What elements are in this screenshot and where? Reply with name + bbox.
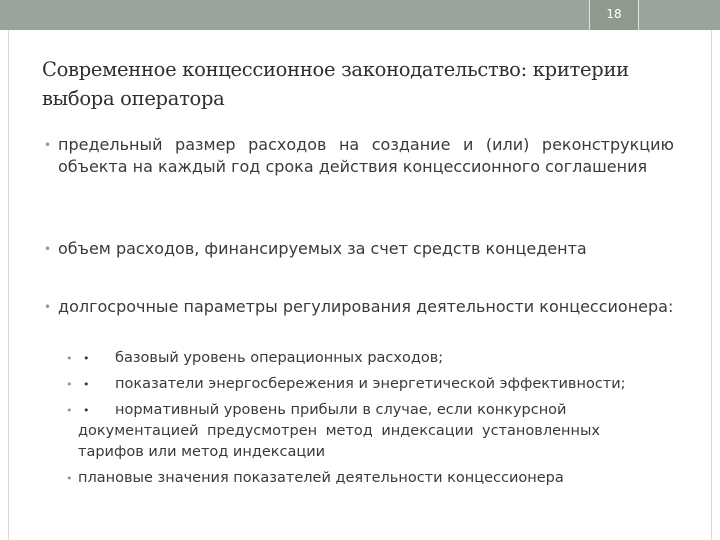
sub-bullet-dot-icon: • (66, 378, 73, 391)
sub-bullet-continuation: тарифов или метод индексации (78, 444, 326, 460)
bullet-dot-icon: • (44, 138, 52, 152)
bullet-dot-icon: • (44, 300, 52, 314)
bullet-text: объем расходов, финансируемых за счет средств концедента (58, 239, 587, 258)
sub-bullet-marker: • (83, 352, 90, 365)
left-rule (8, 30, 9, 540)
bullet-dot-icon: • (44, 242, 52, 256)
bullet-item (44, 296, 674, 318)
sub-bullet-dot-icon: • (66, 404, 73, 417)
sub-bullet-continuation: документацией предусмотрен метод индексации установленных (78, 423, 600, 439)
page-number-box (589, 0, 639, 30)
bullet-text: предельный размер расходов на создание и (или) реконструкцию объекта на каждый год срока действия концессионного соглашения (58, 135, 674, 176)
page-number: 18 (606, 7, 622, 21)
bullet-text: долгосрочные параметры регулирования деятельности концессионера: (58, 297, 674, 316)
sub-bullet-text: показатели энергосбережения и энергетической эффективности; (115, 376, 626, 392)
top-bar (0, 0, 720, 30)
sub-bullet-marker: • (83, 378, 90, 391)
sub-bullet-marker: • (83, 404, 90, 417)
sub-bullet-text: нормативный уровень прибыли в случае, если конкурсной (115, 402, 567, 418)
slide-title: Современное концессионное законодательство: критерии выбора оператора (42, 58, 629, 110)
sub-bullet-text: плановые значения показателей деятельности концессионера (78, 470, 564, 486)
sub-bullet-dot-icon: • (66, 352, 73, 365)
bullet-item (44, 134, 674, 178)
bullet-item (44, 238, 674, 260)
sub-bullet-text: базовый уровень операционных расходов; (115, 350, 444, 366)
sub-bullet-dot-icon: • (66, 472, 73, 485)
right-rule (711, 30, 712, 540)
